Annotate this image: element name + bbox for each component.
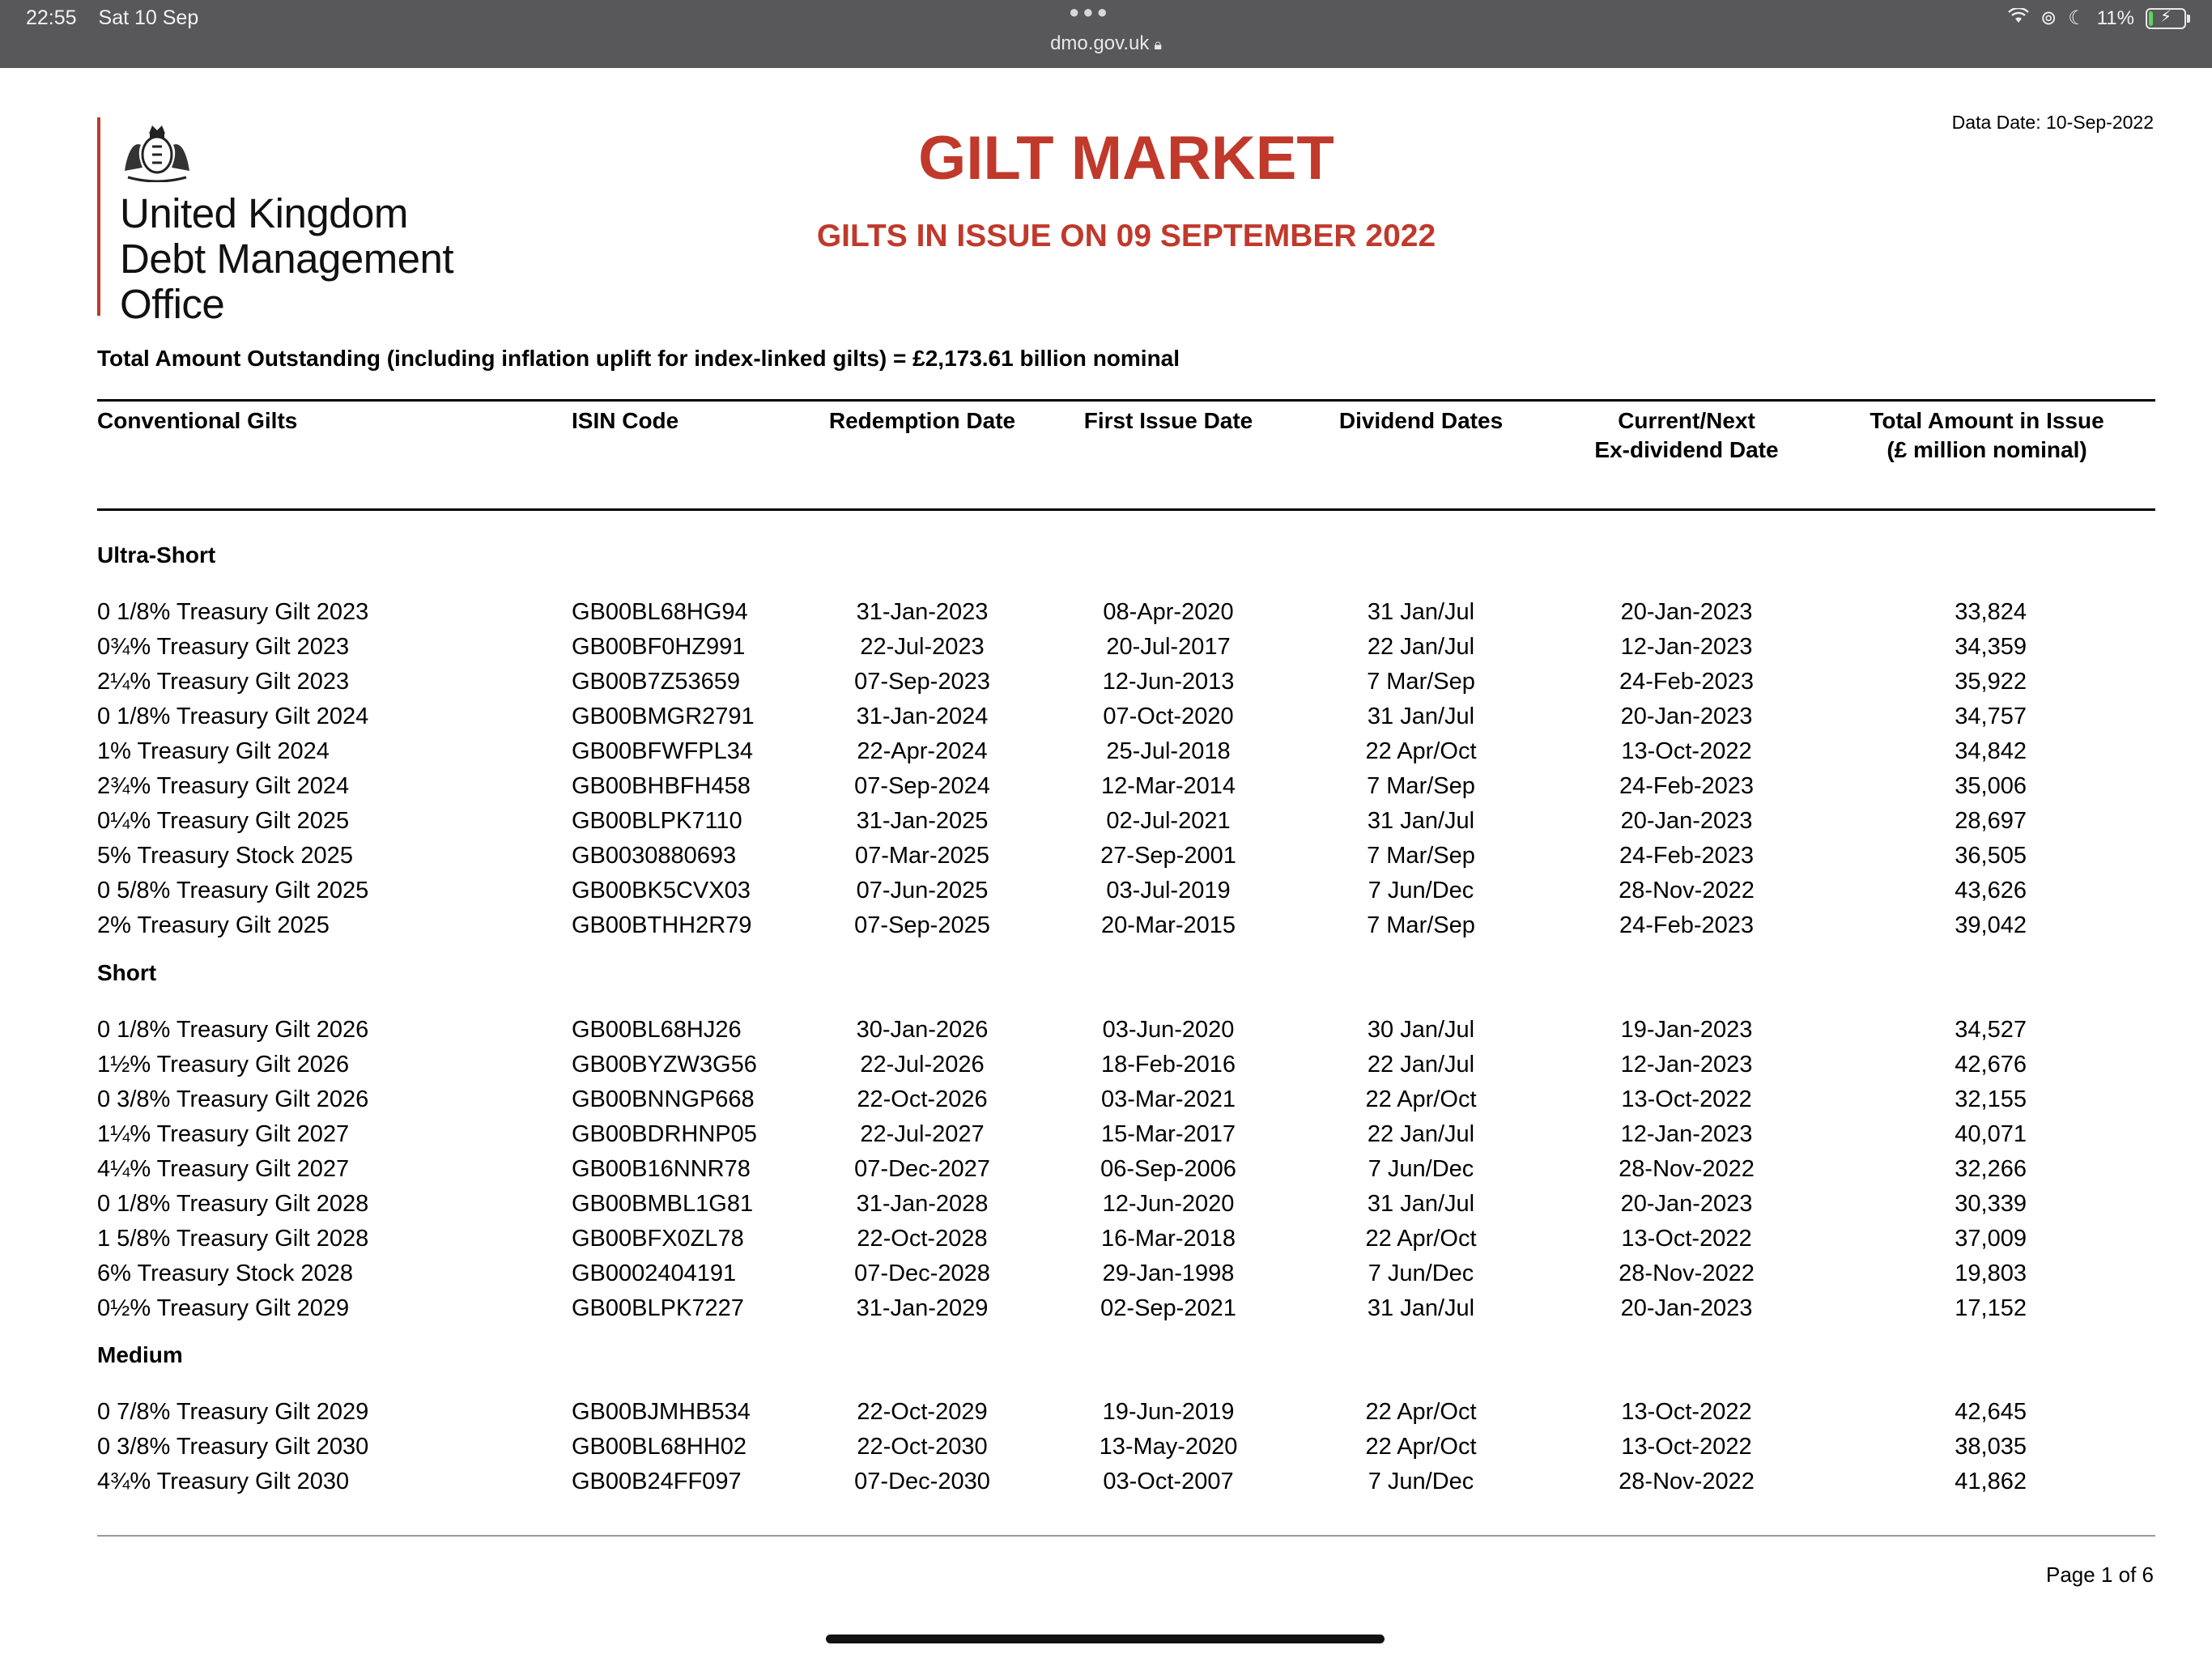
col-header-amount (1841, 406, 2133, 465)
address-bar[interactable] (0, 32, 2212, 55)
ex-dividend-date: 24-Feb-2023 (1619, 773, 1755, 799)
col-header-exdiv-line1: Current/Next (1618, 408, 1755, 433)
dividend-dates: 22 Apr/Oct (1365, 1226, 1477, 1252)
wifi-icon (2008, 7, 2029, 30)
dividend-dates: 7 Mar/Sep (1367, 912, 1475, 938)
isin-code: GB00BFX0ZL78 (572, 1226, 744, 1252)
first-issue-date: 12-Jun-2020 (1102, 1191, 1235, 1217)
first-issue-date: 15-Mar-2017 (1100, 1121, 1236, 1147)
ex-dividend-date: 13-Oct-2022 (1621, 738, 1752, 764)
group-heading: Medium (97, 1342, 183, 1367)
table-row (0, 669, 2212, 704)
gilt-name: 0 5/8% Treasury Gilt 2025 (97, 878, 369, 903)
amount-in-issue: 34,757 (1955, 704, 2027, 729)
dividend-dates: 7 Mar/Sep (1367, 843, 1475, 869)
amount-in-issue: 34,527 (1955, 1017, 2027, 1043)
orientation-lock-icon: ⊚ (2040, 7, 2057, 29)
amount-in-issue: 35,006 (1955, 773, 2027, 799)
table-row (0, 634, 2212, 669)
amount-in-issue: 43,626 (1955, 878, 2027, 903)
first-issue-date: 03-Mar-2021 (1100, 1086, 1236, 1112)
first-issue-date: 27-Sep-2001 (1100, 843, 1236, 869)
gilt-name: 0 1/8% Treasury Gilt 2023 (97, 599, 369, 625)
charging-bolt-icon: ⚡︎ (2159, 7, 2172, 26)
first-issue-date: 02-Sep-2021 (1100, 1295, 1236, 1321)
footer-rule (97, 1535, 2155, 1537)
isin-code: GB00B7Z53659 (572, 669, 740, 695)
table-row (0, 808, 2212, 843)
isin-code: GB00BLPK7110 (572, 808, 742, 834)
col-header-exdiv-line2: Ex-dividend Date (1594, 437, 1779, 462)
first-issue-date: 20-Jul-2017 (1106, 634, 1231, 660)
first-issue-date: 18-Feb-2016 (1100, 1052, 1236, 1078)
dividend-dates: 22 Apr/Oct (1365, 1434, 1477, 1460)
gilt-name: 4¼% Treasury Gilt 2027 (97, 1156, 350, 1182)
ex-dividend-date: 28-Nov-2022 (1619, 1156, 1755, 1182)
redemption-date: 22-Oct-2030 (857, 1434, 988, 1460)
ex-dividend-date: 20-Jan-2023 (1620, 808, 1753, 834)
status-date: Sat 10 Sep (98, 6, 199, 29)
redemption-date: 22-Apr-2024 (857, 738, 988, 764)
ex-dividend-date: 28-Nov-2022 (1619, 1261, 1755, 1286)
redemption-date: 30-Jan-2026 (856, 1017, 989, 1043)
isin-code: GB0002404191 (572, 1261, 737, 1286)
dividend-dates: 22 Jan/Jul (1367, 1052, 1475, 1078)
isin-code: GB00BL68HJ26 (572, 1017, 742, 1043)
col-header-exdiv (1565, 406, 1808, 465)
isin-code: GB00BTHH2R79 (572, 912, 752, 938)
table-row (0, 1156, 2212, 1191)
redemption-date: 22-Jul-2023 (860, 634, 985, 660)
table-row (0, 1399, 2212, 1434)
ex-dividend-date: 20-Jan-2023 (1620, 1191, 1753, 1217)
gilt-name: 0 3/8% Treasury Gilt 2026 (97, 1086, 369, 1112)
data-date: Data Date: 10-Sep-2022 (1951, 112, 2154, 133)
first-issue-date: 03-Jun-2020 (1102, 1017, 1235, 1043)
table-row (0, 878, 2212, 912)
first-issue-date: 07-Oct-2020 (1103, 704, 1234, 729)
amount-in-issue: 37,009 (1955, 1226, 2027, 1252)
amount-in-issue: 19,803 (1955, 1261, 2027, 1286)
amount-in-issue: 17,152 (1955, 1295, 2027, 1321)
amount-in-issue: 41,862 (1955, 1469, 2027, 1494)
gilt-name: 0 1/8% Treasury Gilt 2028 (97, 1191, 369, 1217)
gilt-name: 0 1/8% Treasury Gilt 2024 (97, 704, 369, 729)
redemption-date: 07-Sep-2023 (854, 669, 990, 695)
dividend-dates: 7 Jun/Dec (1368, 1156, 1474, 1182)
table-row (0, 599, 2212, 634)
dividend-dates: 7 Jun/Dec (1368, 878, 1474, 903)
amount-in-issue: 32,266 (1955, 1156, 2027, 1182)
table-row (0, 1017, 2212, 1052)
battery-percent: 11% (2096, 6, 2134, 29)
isin-code: GB00BL68HG94 (572, 599, 748, 625)
ex-dividend-date: 13-Oct-2022 (1621, 1226, 1752, 1252)
isin-code: GB00BYZW3G56 (572, 1052, 757, 1078)
amount-in-issue: 32,155 (1955, 1086, 2027, 1112)
ex-dividend-date: 19-Jan-2023 (1620, 1017, 1753, 1043)
dividend-dates: 22 Apr/Oct (1365, 1086, 1477, 1112)
table-row (0, 843, 2212, 878)
status-icons (2008, 6, 2186, 30)
dividend-dates: 22 Jan/Jul (1367, 1121, 1475, 1147)
dividend-dates: 7 Mar/Sep (1367, 669, 1475, 695)
ex-dividend-date: 20-Jan-2023 (1620, 1295, 1753, 1321)
first-issue-date: 19-Jun-2019 (1102, 1399, 1235, 1425)
isin-code: GB00BHBFH458 (572, 773, 751, 799)
redemption-date: 07-Dec-2027 (854, 1156, 990, 1182)
dividend-dates: 7 Mar/Sep (1367, 773, 1475, 799)
dividend-dates: 22 Apr/Oct (1365, 1399, 1477, 1425)
table-row (0, 1121, 2212, 1156)
ex-dividend-date: 24-Feb-2023 (1619, 669, 1755, 695)
group-heading: Ultra-Short (97, 542, 216, 568)
isin-code: GB00BL68HH02 (572, 1434, 747, 1460)
gilt-name: 5% Treasury Stock 2025 (97, 843, 353, 869)
org-name-line2: Debt Management (120, 236, 454, 282)
col-header-redemption: Redemption Date (828, 408, 1016, 433)
page-title: GILT MARKET (918, 124, 1334, 193)
gilt-name: 0¼% Treasury Gilt 2025 (97, 808, 350, 834)
table-row (0, 1295, 2212, 1330)
redemption-date: 07-Sep-2024 (854, 773, 990, 799)
amount-in-issue: 33,824 (1955, 599, 2027, 625)
isin-code: GB00BJMHB534 (572, 1399, 751, 1425)
gilt-name: 2% Treasury Gilt 2025 (97, 912, 330, 938)
ex-dividend-date: 28-Nov-2022 (1619, 878, 1755, 903)
home-indicator[interactable] (826, 1635, 1385, 1643)
amount-in-issue: 30,339 (1955, 1191, 2027, 1217)
col-header-amount-line1: Total Amount in Issue (1870, 408, 2104, 433)
amount-in-issue: 36,505 (1955, 843, 2027, 869)
amount-in-issue: 42,645 (1955, 1399, 2027, 1425)
redemption-date: 22-Oct-2026 (857, 1086, 988, 1112)
redemption-date: 31-Jan-2024 (856, 704, 989, 729)
gilt-name: 4¾% Treasury Gilt 2030 (97, 1469, 350, 1494)
isin-code: GB00BMBL1G81 (572, 1191, 754, 1217)
table-row (0, 1434, 2212, 1469)
header-bottom-rule (97, 508, 2155, 511)
redemption-date: 07-Sep-2025 (854, 912, 990, 938)
gilt-name: 0 1/8% Treasury Gilt 2026 (97, 1017, 369, 1043)
col-header-dividend: Dividend Dates (1338, 408, 1504, 433)
ex-dividend-date: 28-Nov-2022 (1619, 1469, 1755, 1494)
isin-code: GB00BFWFPL34 (572, 738, 754, 764)
redemption-date: 31-Jan-2028 (856, 1191, 989, 1217)
gilt-name: 1½% Treasury Gilt 2026 (97, 1052, 350, 1078)
isin-code: GB00BDRHNP05 (572, 1121, 757, 1147)
gilt-name: 1¼% Treasury Gilt 2027 (97, 1121, 350, 1147)
dividend-dates: 22 Jan/Jul (1367, 634, 1475, 660)
dividend-dates: 31 Jan/Jul (1367, 704, 1475, 729)
url-text[interactable]: dmo.gov.uk (1050, 32, 1150, 54)
redemption-date: 07-Mar-2025 (854, 843, 990, 869)
isin-code: GB00BMGR2791 (572, 704, 755, 729)
dividend-dates: 31 Jan/Jul (1367, 808, 1475, 834)
gilt-name: 0½% Treasury Gilt 2029 (97, 1295, 350, 1321)
first-issue-date: 25-Jul-2018 (1106, 738, 1231, 764)
amount-in-issue: 34,842 (1955, 738, 2027, 764)
dividend-dates: 31 Jan/Jul (1367, 1191, 1475, 1217)
first-issue-date: 20-Mar-2015 (1100, 912, 1236, 938)
ex-dividend-date: 24-Feb-2023 (1619, 843, 1755, 869)
page-number: Page 1 of 6 (2046, 1562, 2154, 1587)
dividend-dates: 30 Jan/Jul (1367, 1017, 1475, 1043)
org-name (120, 191, 453, 327)
first-issue-date: 03-Jul-2019 (1106, 878, 1231, 903)
isin-code: GB00B16NNR78 (572, 1156, 751, 1182)
gilt-name: 6% Treasury Stock 2028 (97, 1261, 353, 1286)
table-row (0, 1261, 2212, 1295)
first-issue-date: 02-Jul-2021 (1106, 808, 1231, 834)
col-header-isin: ISIN Code (572, 408, 679, 433)
dividend-dates: 7 Jun/Dec (1368, 1261, 1474, 1286)
table-row (0, 738, 2212, 773)
redemption-date: 22-Oct-2028 (857, 1226, 988, 1252)
isin-code: GB00BK5CVX03 (572, 878, 751, 903)
ex-dividend-date: 24-Feb-2023 (1619, 912, 1755, 938)
first-issue-date: 06-Sep-2006 (1100, 1156, 1236, 1182)
gilt-name: 1% Treasury Gilt 2024 (97, 738, 330, 764)
table-row (0, 1191, 2212, 1226)
gilt-name: 0 3/8% Treasury Gilt 2030 (97, 1434, 369, 1460)
total-outstanding: Total Amount Outstanding (including inflation uplift for index-linked gilts) = £2,173.61 billion nominal (97, 346, 1180, 371)
table-row (0, 773, 2212, 808)
redemption-date: 07-Dec-2030 (854, 1469, 990, 1494)
table-row (0, 1052, 2212, 1086)
amount-in-issue: 39,042 (1955, 912, 2027, 938)
moon-icon: ☾ (2068, 7, 2086, 29)
redemption-date: 31-Jan-2023 (856, 599, 989, 625)
page-subtitle: GILTS IN ISSUE ON 09 SEPTEMBER 2022 (816, 219, 1436, 253)
table-row (0, 1086, 2212, 1121)
isin-code: GB0030880693 (572, 843, 737, 869)
ex-dividend-date: 20-Jan-2023 (1620, 704, 1753, 729)
ex-dividend-date: 13-Oct-2022 (1621, 1086, 1752, 1112)
ex-dividend-date: 20-Jan-2023 (1620, 599, 1753, 625)
first-issue-date: 12-Mar-2014 (1100, 773, 1236, 799)
amount-in-issue: 42,676 (1955, 1052, 2027, 1078)
isin-code: GB00BLPK7227 (572, 1295, 744, 1321)
gilt-name: 0 7/8% Treasury Gilt 2029 (97, 1399, 369, 1425)
gilt-name: 0¾% Treasury Gilt 2023 (97, 634, 350, 660)
ex-dividend-date: 12-Jan-2023 (1620, 1121, 1753, 1147)
redemption-date: 07-Dec-2028 (854, 1261, 990, 1286)
redemption-date: 22-Oct-2029 (857, 1399, 988, 1425)
gilt-name: 2¼% Treasury Gilt 2023 (97, 669, 350, 695)
ex-dividend-date: 13-Oct-2022 (1621, 1399, 1752, 1425)
isin-code: GB00BF0HZ991 (572, 634, 746, 660)
first-issue-date: 03-Oct-2007 (1103, 1469, 1234, 1494)
more-options-icon[interactable]: ●●● (1069, 2, 1111, 22)
amount-in-issue: 35,922 (1955, 669, 2027, 695)
table-row (0, 1469, 2212, 1503)
dividend-dates: 31 Jan/Jul (1367, 1295, 1475, 1321)
gilt-name: 2¾% Treasury Gilt 2024 (97, 773, 350, 799)
amount-in-issue: 38,035 (1955, 1434, 2027, 1460)
redemption-date: 22-Jul-2027 (860, 1121, 985, 1147)
status-time: 22:55 (26, 6, 77, 29)
redemption-date: 31-Jan-2029 (856, 1295, 989, 1321)
status-clock (26, 6, 198, 30)
ex-dividend-date: 13-Oct-2022 (1621, 1434, 1752, 1460)
group-heading: Short (97, 960, 157, 985)
col-header-name: Conventional Gilts (97, 408, 298, 433)
table-row (0, 1226, 2212, 1261)
browser-status-bar (0, 0, 2212, 68)
first-issue-date: 16-Mar-2018 (1100, 1226, 1236, 1252)
lock-icon: 🔒︎ (1154, 36, 1162, 53)
ex-dividend-date: 12-Jan-2023 (1620, 1052, 1753, 1078)
battery-icon (2146, 8, 2186, 29)
dividend-dates: 22 Apr/Oct (1365, 738, 1477, 764)
gilt-name: 1 5/8% Treasury Gilt 2028 (97, 1226, 369, 1252)
first-issue-date: 29-Jan-1998 (1102, 1261, 1235, 1286)
amount-in-issue: 28,697 (1955, 808, 2027, 834)
first-issue-date: 08-Apr-2020 (1103, 599, 1234, 625)
redemption-date: 07-Jun-2025 (856, 878, 989, 903)
first-issue-date: 12-Jun-2013 (1102, 669, 1235, 695)
amount-in-issue: 34,359 (1955, 634, 2027, 660)
amount-in-issue: 40,071 (1955, 1121, 2027, 1147)
col-header-amount-line2: (£ million nominal) (1887, 437, 2087, 462)
org-name-line3: Office (120, 281, 225, 327)
dividend-dates: 7 Jun/Dec (1368, 1469, 1474, 1494)
dividend-dates: 31 Jan/Jul (1367, 599, 1475, 625)
col-header-first-issue: First Issue Date (1083, 408, 1253, 433)
ex-dividend-date: 12-Jan-2023 (1620, 634, 1753, 660)
first-issue-date: 13-May-2020 (1099, 1434, 1238, 1460)
table-row (0, 912, 2212, 947)
header-top-rule (97, 399, 2155, 402)
table-row (0, 704, 2212, 738)
isin-code: GB00B24FF097 (572, 1469, 742, 1494)
org-name-line1: United Kingdom (120, 190, 408, 236)
isin-code: GB00BNNGP668 (572, 1086, 755, 1112)
redemption-date: 22-Jul-2026 (860, 1052, 985, 1078)
redemption-date: 31-Jan-2025 (856, 808, 989, 834)
